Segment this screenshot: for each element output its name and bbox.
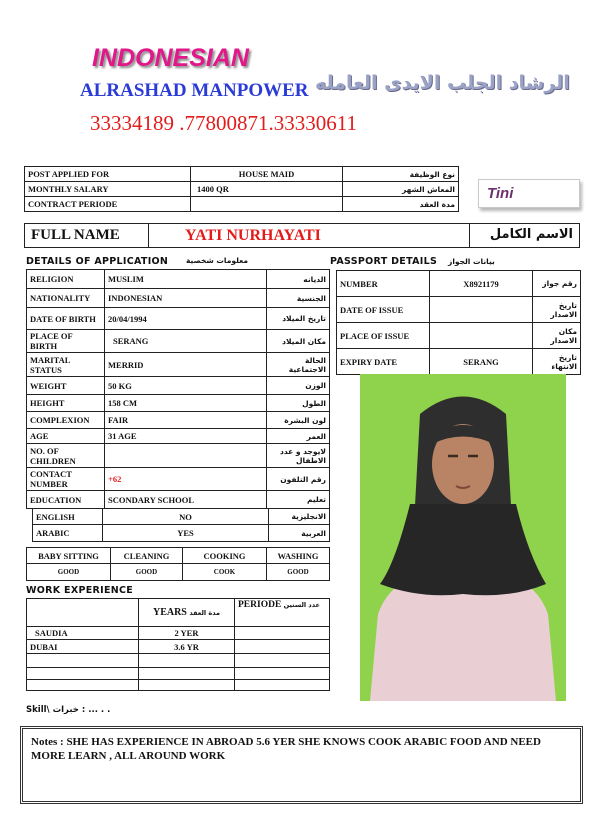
full-name-label-ar: الاسم الكامل [469,224,579,247]
arabic-label: ARABIC [33,525,103,542]
pob-label-ar: مكان الميلاد [267,330,330,353]
full-name-value: YATI NURHAYATI [185,226,321,244]
contact-label: CONTACT NUMBER [27,468,105,491]
date-of-issue-value [430,297,533,323]
expiry-date-label: EXPIRY DATE [337,349,430,375]
post-label-ar: نوع الوظيفة [343,167,459,182]
place-of-issue-label: PLACE OF ISSUE [337,323,430,349]
candidate-photo [360,374,566,701]
we-years-label-ar: مدة العقد [189,609,221,617]
passport-table [336,270,581,375]
arabic-brand-name: الرشاد الجلب الايدى العامله [315,72,570,94]
skill-dots: : ... . . [81,705,111,715]
we-years: 2 YER [139,627,235,640]
skill-value-baby-sitting: GOOD [27,564,111,581]
salary-label-ar: المعاش الشهر [343,182,459,197]
we-period-label-ar: عدد السنين [283,601,320,609]
full-name-label: FULL NAME [25,224,149,247]
we-period [235,654,330,668]
height-label-ar: الطول [267,395,330,412]
we-period [235,640,330,654]
complexion-value: FAIR [105,412,267,429]
height-value: 158 CM [105,395,267,412]
complexion-label-ar: لون البشرة [267,412,330,429]
expiry-date-value: SERANG [430,349,533,375]
phone-numbers: 33334189 .77800871.33330611 [90,111,357,135]
notes-text: : SHE HAS EXPERIENCE IN ABROAD 5.6 YER SHE KNOWS COOK ARABIC FOOD AND NEED MORE LEARN , ALL AROUND WORK [31,736,541,762]
marital-label-ar: الحالة الاجتماعية [267,353,330,377]
we-country [27,654,139,668]
age-label-ar: العمر [267,429,330,444]
skills-table [26,547,330,581]
date-of-issue-label: DATE OF ISSUE [337,297,430,323]
children-value [105,444,267,468]
nationality-label-ar: الجنسية [267,289,330,308]
we-country [27,680,139,691]
religion-label: RELIGION [27,270,105,289]
post-label: POST APPLIED FOR [25,167,191,182]
marital-value: MERRID [105,353,267,377]
we-years: 3.6 YR [139,640,235,654]
skill-value-cooking: COOK [183,564,267,581]
passport-number-label-ar: رقم جواز [533,271,581,297]
we-country: SAUDIA [27,627,139,640]
work-experience-table [26,598,330,691]
english-label: ENGLISH [33,509,103,525]
brand-subtitle: ALRASHAD MANPOWER [80,80,309,101]
passport-number-value: X8921179 [430,271,533,297]
we-years [139,680,235,691]
skill-label-ar: خبرات [52,705,79,715]
we-years-label: YEARS [152,607,187,618]
languages-table [32,508,330,542]
contract-value [191,197,343,212]
dob-value: 20/04/1994 [105,308,267,330]
expiry-date-label-ar: تاريخ الانتهاء [533,349,581,375]
we-period-label: PERIODE [238,600,282,610]
religion-value: MUSLIM [105,270,267,289]
agent-tag: Tini [478,179,580,208]
age-value: 31 AGE [105,429,267,444]
candidate-photo-illustration [360,374,566,701]
brand-title: INDONESIAN [92,44,249,72]
we-years [139,654,235,668]
weight-value: 50 KG [105,377,267,395]
dob-label: DATE OF BIRTH [27,308,105,330]
age-label: AGE [27,429,105,444]
date-of-issue-label-ar: تاريخ الاصدار [533,297,581,323]
salary-label: MONTHLY SALARY [25,182,191,197]
we-period [235,680,330,691]
skill-header-baby-sitting: BABY SITTING [27,548,111,564]
religion-label-ar: الديانه [267,270,330,289]
dob-label-ar: تاريخ الميلاد [267,308,330,330]
we-period [235,668,330,680]
arabic-value: YES [103,525,269,542]
notes-box [20,726,583,804]
weight-label: WEIGHT [27,377,105,395]
application-table [26,269,330,509]
post-value: HOUSE MAID [191,167,343,182]
notes-label: Notes [31,736,58,748]
contact-value: +62 [105,468,267,491]
marital-label: MARITAL STATUS [27,353,105,377]
skill-header-cooking: COOKING [183,548,267,564]
contract-label: CONTRACT PERIODE [25,197,191,212]
skill-value-cleaning: GOOD [111,564,183,581]
pob-value: SERANG [105,330,267,353]
english-label-ar: الانجليزية [269,509,330,525]
weight-label-ar: الوزن [267,377,330,395]
passport-number-label: NUMBER [337,271,430,297]
skill-line [26,705,110,715]
skill-value-washing: GOOD [267,564,330,581]
arabic-label-ar: العربية [269,525,330,542]
we-country: DUBAI [27,640,139,654]
we-country [27,668,139,680]
education-label-ar: تعليم [267,491,330,509]
post-table [24,166,459,212]
we-header-years [139,599,235,627]
education-label: EDUCATION [27,491,105,509]
application-title: DETAILS OF APPLICATION [26,256,169,267]
work-experience-title: WORK EXPERIENCE [26,585,134,596]
english-value: NO [103,509,269,525]
nationality-value: INDONESIAN [105,289,267,308]
place-of-issue-label-ar: مكان الاصدار [533,323,581,349]
skill-header-cleaning: CLEANING [111,548,183,564]
place-of-issue-value [430,323,533,349]
we-years [139,668,235,680]
application-title-ar: معلومات شخصية [186,256,249,265]
full-name-row [24,223,580,248]
we-header-period [235,599,330,627]
contact-label-ar: رقم التلفون [267,468,330,491]
salary-value: 1400 QR [191,182,343,197]
contract-label-ar: مدة العقد [343,197,459,212]
skill-header-washing: WASHING [267,548,330,564]
children-label: NO. OF CHILDREN [27,444,105,468]
complexion-label: COMPLEXION [27,412,105,429]
nationality-label: NATIONALITY [27,289,105,308]
pob-label: PLACE OF BIRTH [27,330,105,353]
we-header-country [27,599,139,627]
passport-title-ar: بيانات الجواز [448,257,495,266]
we-period [235,627,330,640]
children-label-ar: لايوجد و عدد الاطفال [267,444,330,468]
passport-title: PASSPORT DETAILS [330,256,438,267]
skill-label: Skill\ [26,705,50,715]
height-label: HEIGHT [27,395,105,412]
education-value: SCONDARY SCHOOL [105,491,267,509]
